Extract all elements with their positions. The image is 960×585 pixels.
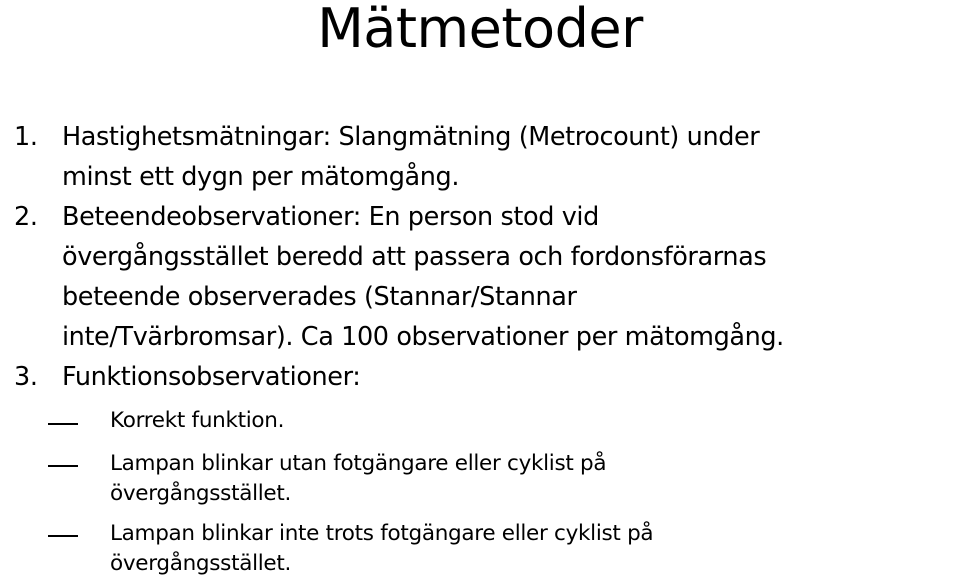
text-line: Lampan blinkar utan fotgängare eller cyklist på [110,451,607,476]
sub-item-text [110,519,950,579]
sub-item-text [110,406,950,436]
dash-bullet [48,465,78,467]
text-line: övergångsstället beredd att passera och fordonsförarnas [62,242,767,272]
text-line: Lampan blinkar inte trots fotgängare eller cyklist på [110,521,654,546]
list-item-text [62,117,952,197]
text-line: Beteendeobservationer: En person stod vid [62,202,599,232]
list-item-text [62,197,952,357]
text-line: minst ett dygn per mätomgång. [62,162,460,192]
text-line: övergångsstället. [110,481,292,506]
text-line: inte/Tvärbromsar). Ca 100 observationer per mätomgång. [62,322,784,352]
list-item-text [62,357,952,397]
list-number: 1. [14,122,38,152]
text-line: beteende observerades (Stannar/Stannar [62,282,577,312]
text-line: Korrekt funktion. [110,408,285,433]
sub-item-text [110,449,950,509]
text-line: övergångsstället. [110,551,292,576]
slide-title: Mätmetoder [317,0,643,60]
dash-bullet [48,535,78,537]
list-number: 3. [14,362,38,392]
list-number: 2. [14,202,38,232]
text-line: Hastighetsmätningar: Slangmätning (Metrocount) under [62,122,760,152]
text-line: Funktionsobservationer: [62,362,361,392]
dash-bullet [48,423,78,425]
